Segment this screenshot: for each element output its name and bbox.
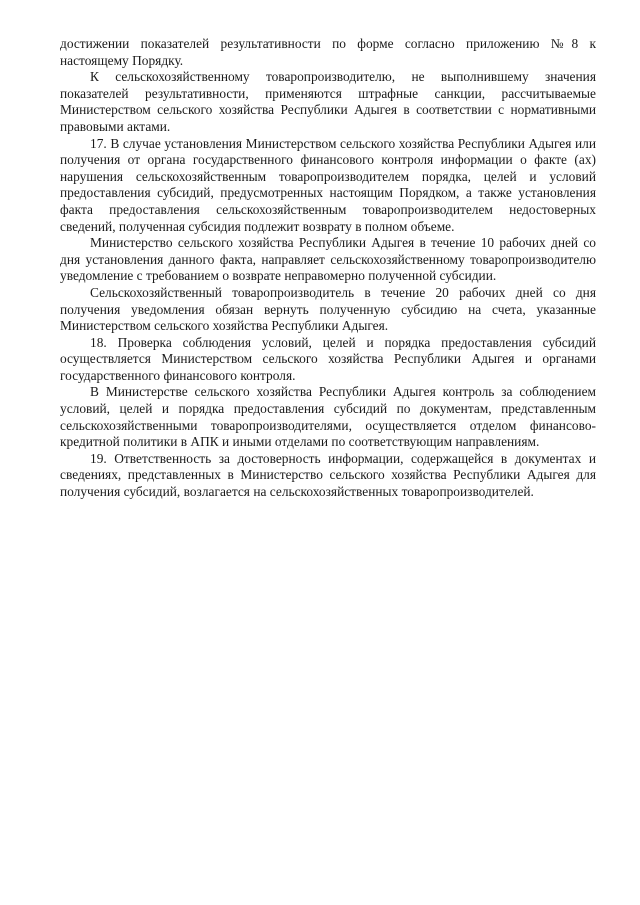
document-page	[60, 36, 596, 501]
paragraph-17-refund: 17. В случае установления Министерством сельского хозяйства Республики Адыгея или получения от органа государственного финансового контроля информации о факте (ах) нарушения сельскохозяйственным товаропроизводителем порядка, целей и условий предоставления субсидий, предусмотренных настоящим Порядком, а также установления факта предоставления сельскохозяйственным товаропроизводителем недостоверных сведений, полученная субсидия подлежит возврату в полном объеме.	[60, 135, 596, 234]
paragraph-notification: Министерство сельского хозяйства Республики Адыгея в течение 10 рабочих дней со дня установления данного факта, направляет сельскохозяйственному товаропроизводителю уведомление с требованием о возврате неправомерно полученной субсидии.	[60, 235, 596, 284]
paragraph-18-inspection: 18. Проверка соблюдения условий, целей и порядка предоставления субсидий осуществляется Министерством сельского хозяйства Республики Адыгея и органами государственного финансового контроля.	[60, 334, 596, 383]
paragraph-continuation: достижении показателей результативности по форме согласно приложению №8 к настоящему Порядку.	[60, 36, 596, 68]
paragraph-control: В Министерстве сельского хозяйства Республики Адыгея контроль за соблюдением условий, целей и порядка предоставления субсидий по документам, представленным сельскохозяйственными товаропроизводителями, осуществляется отделом финансово-кредитной политики в АПК и иными отделами по соответствующим направлениям.	[60, 384, 596, 450]
paragraph-penalties: К сельскохозяйственному товаропроизводителю, не выполнившему значения показателей результативности, применяются штрафные санкции, рассчитываемые Министерством сельского хозяйства Республики Адыгея в соответствии с нормативными правовыми актами.	[60, 69, 596, 134]
paragraph-19-responsibility: 19. Ответственность за достоверность информации, содержащейся в документах и сведениях, представленных в Министерство сельского хозяйства Республики Адыгея для получения субсидий, возлагается на сельскохозяйственных товаропроизводителей.	[60, 450, 596, 500]
paragraph-return-deadline: Сельскохозяйственный товаропроизводитель в течение 20 рабочих дней со дня получения уведомления обязан вернуть полученную субсидию на счета, указанные Министерством сельского хозяйства Республики Адыгея.	[60, 284, 596, 334]
